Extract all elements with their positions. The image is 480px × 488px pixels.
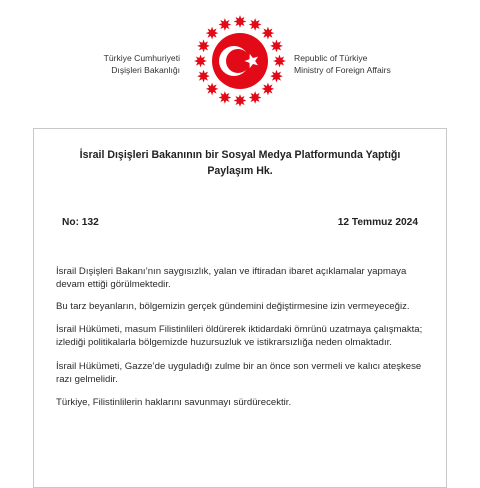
paragraph-2 <box>56 300 424 313</box>
title-line1: İsrail Dışişleri Bakanının bir Sosyal Medya Platformunda Yaptığı <box>79 149 401 161</box>
paragraph-4 <box>56 360 424 386</box>
document-date: 12 Temmuz 2024 <box>337 217 418 228</box>
emblem-ray <box>206 27 219 40</box>
paragraph-1 <box>56 265 424 291</box>
emblem-ray <box>197 39 210 52</box>
emblem-ray <box>206 83 219 96</box>
paragraph-3 <box>56 323 424 349</box>
emblem-ray <box>218 91 231 104</box>
paragraph-line: İsrail Hükümeti, masum Filistinlileri öldürerek iktidardaki ömrünü uzatmaya çalışmakta; <box>56 324 423 335</box>
paragraph-line: razı gelmelidir. <box>56 374 118 385</box>
title-line2: Paylaşım Hk. <box>207 164 273 177</box>
emblem-ray <box>262 83 275 96</box>
paragraph-line: izlediği politikalarla bölgemizde huzursuzluk ve istikrarsızlığa neden olmaktadır. <box>56 337 392 348</box>
paragraph-line: İsrail Dışişleri Bakanı’nın saygısızlık, yalan ve iftiradan ibaret açıklamalar yapmaya <box>56 266 407 277</box>
paragraph-line: Bu tarz beyanların, bölgemizin gerçek gündemini değiştirmesine izin vermeyeceğiz. <box>56 301 410 312</box>
emblem-ray <box>270 39 283 52</box>
org-en-line2: Ministry of Foreign Affairs <box>294 64 391 75</box>
paragraph-5 <box>56 396 424 409</box>
org-name-turkish <box>104 53 180 76</box>
emblem-ray <box>218 18 231 31</box>
emblem-ray <box>273 55 286 68</box>
emblem-ray <box>234 15 247 28</box>
org-tr-line2: Dışişleri Bakanlığı <box>111 64 180 75</box>
org-en-line1: Republic of Türkiye <box>294 53 368 63</box>
emblem-ray <box>262 27 275 40</box>
org-tr-line1: Türkiye Cumhuriyeti <box>103 53 180 63</box>
emblem-ray <box>194 55 207 68</box>
paragraph-line: Türkiye, Filistinlilerin haklarını savunmayı sürdürecektir. <box>56 397 292 408</box>
crescent-star-emblem-icon <box>193 14 287 108</box>
emblem-ray <box>270 70 283 83</box>
org-name-english <box>294 53 391 76</box>
document-number: No: 132 <box>62 217 99 228</box>
emblem-ray <box>234 94 247 107</box>
paragraph-line: devam ettiği görülmektedir. <box>56 279 171 290</box>
letterhead <box>0 0 480 120</box>
emblem-ray <box>249 91 262 104</box>
document-title <box>0 148 480 179</box>
emblem-ray <box>197 70 210 83</box>
paragraph-line: İsrail Hükümeti, Gazze’de uyguladığı zulme bir an önce son vermeli ve kalıcı ateşkese <box>56 361 422 372</box>
emblem-ray <box>249 18 262 31</box>
